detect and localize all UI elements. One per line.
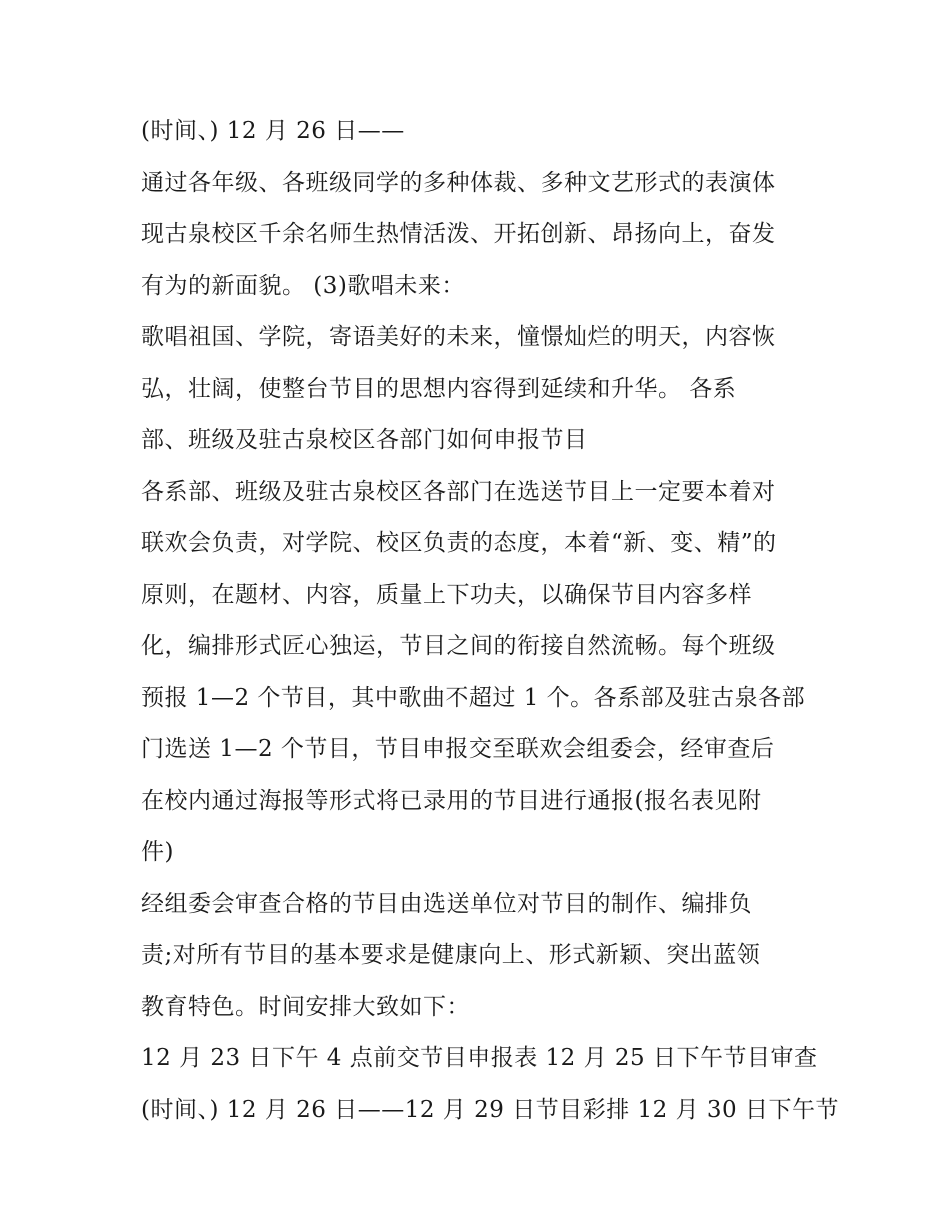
- text-line: 弘，壮阔，使整台节目的思想内容得到延续和升华。 各系: [141, 375, 737, 402]
- text-line: 经组委会审查合格的节目由选送单位对节目的制作、编排负: [141, 890, 752, 917]
- text-line: 原则，在题材、内容，质量上下功夫，以确保节目内容多样: [141, 581, 752, 608]
- text-line: 在校内通过海报等形式将已录用的节目进行通报(报名表见附: [141, 787, 762, 814]
- text-line: 件): [141, 839, 174, 865]
- body-text: [141, 106, 839, 1136]
- text-line: 责;对所有节目的基本要求是健康向上、形式新颖、突出蓝领: [141, 942, 761, 968]
- text-line: 各系部、班级及驻古泉校区各部门在选送节目上一定要本着对: [141, 478, 776, 505]
- text-line: 通过各年级、各班级同学的多种体裁、多种文艺形式的表演体: [141, 169, 776, 196]
- text-line: 部、班级及驻古泉校区各部门如何申报节目: [141, 427, 588, 453]
- text-line: 联欢会负责，对学院、校区负责的态度，本着“新、变、精”的: [141, 530, 777, 556]
- text-line: (时间、) 12 月 26 日——: [141, 118, 405, 144]
- text-line: 现古泉校区千余名师生热情活泼、开拓创新、昂扬向上，奋发: [141, 221, 776, 247]
- text-line: 预报 1—2 个节目，其中歌曲不超过 1 个。各系部及驻古泉各部: [141, 684, 806, 711]
- text-line: 有为的新面貌。 (3)歌唱未来：: [141, 272, 465, 299]
- text-line: 12 月 23 日下午 4 点前交节目申报表 12 月 25 日下午节目审查: [141, 1045, 818, 1071]
- text-line: 门选送 1—2 个节目，节目申报交至联欢会组委会，经审查后: [141, 736, 775, 762]
- text-line: 歌唱祖国、学院，寄语美好的未来，憧憬灿烂的明天，内容恢: [141, 324, 776, 350]
- text-line: 教育特色。时间安排大致如下：: [141, 993, 470, 1020]
- text-line: 化，编排形式匠心独运，节目之间的衔接自然流畅。每个班级: [141, 633, 776, 659]
- text-line: (时间、) 12 月 26 日——12 月 29 日节目彩排 12 月 30 日下午节: [141, 1096, 839, 1123]
